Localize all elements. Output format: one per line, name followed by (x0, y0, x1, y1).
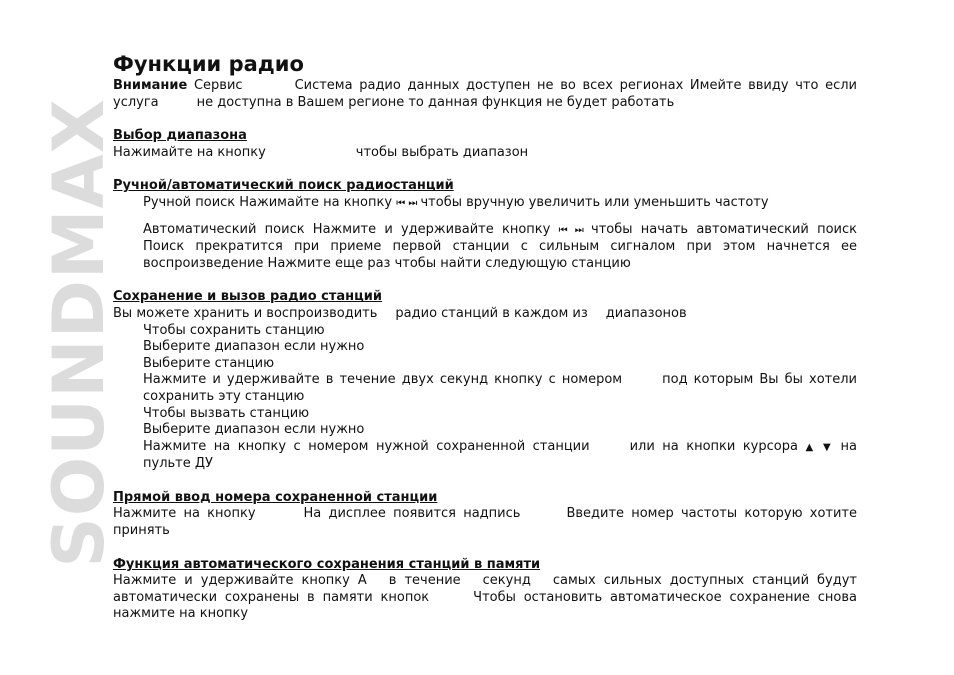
cursor-up-icon: ▲ (805, 441, 816, 453)
intro-text-4: не доступна в Вашем регионе то данная функция не будет работать (196, 94, 675, 110)
manual-search-text-a: Ручной поиск Нажимайте на кнопку (143, 194, 393, 210)
autostore-text-3: секунд (482, 573, 531, 589)
auto-search-text (113, 222, 857, 273)
direct-text-3: Введите номер частоты которую хотите принять (113, 506, 857, 539)
intro-text-2: Система радио данных доступен не во всех регионах Имейте ввиду что (294, 78, 819, 93)
store-step-2: Выберите диапазон если нужно (143, 339, 365, 355)
intro-text-1: Сервис (193, 78, 243, 93)
store-intro-1: Вы можете хранить и воспроизводить (113, 305, 378, 321)
autostore-text-5: Чтобы остановить автоматическое сохранение снова нажмите на кнопку (113, 589, 857, 622)
manual-search-text (113, 195, 857, 213)
prev-track-icon-2: ⏮ (558, 224, 567, 236)
autostore-text-1: Нажмите и удерживайте кнопку А (113, 573, 367, 589)
band-text (113, 145, 857, 162)
auto-search-text-b: чтобы начать автоматический поиск (591, 221, 857, 237)
recall-step-3a: Нажмите на кнопку с номером нужной сохраненной станции (143, 438, 590, 454)
brand-watermark (38, 40, 120, 625)
next-track-icon: ⏭ (408, 197, 417, 209)
next-track-icon-2: ⏭ (574, 224, 583, 236)
prev-track-icon: ⏮ (396, 197, 405, 209)
store-step-4b: под которым Вы бы хотели сохранить эту станцию (143, 372, 857, 404)
auto-search-text-c: Поиск прекратится при приеме первой станции с сильным сигналом при этом начнется ее воспроизведение Нажмите еще раз чтобы найти следующую станцию (143, 239, 857, 271)
store-intro-2: радио станций в каждом из (395, 305, 588, 321)
intro-paragraph (113, 78, 857, 111)
manual-search-text-b: чтобы вручную увеличить или уменьшить частоту (420, 194, 769, 210)
store-step-1: Чтобы сохранить станцию (143, 322, 325, 338)
band-text-1: Нажимайте на кнопку (113, 144, 266, 160)
brand-logo-text: SOUNDMAX (38, 97, 120, 568)
autostore-text-2: в течение (388, 573, 461, 589)
store-intro (113, 306, 857, 323)
auto-search-text-a: Автоматический поиск Нажмите и удерживайте кнопку (143, 221, 551, 237)
store-step-4a: Нажмите и удерживайте в течение двух секунд кнопку с номером (143, 372, 623, 388)
page-title: Функции радио (113, 52, 304, 76)
intro-text-3: если услуга (113, 78, 857, 110)
cursor-down-icon: ▼ (822, 441, 834, 453)
recall-step-2: Выберите диапазон если нужно (143, 422, 365, 438)
recall-step-3b: или на кнопки курсора (629, 438, 798, 454)
page-content (113, 52, 857, 623)
recall-step-3c: на пульте ДУ (143, 438, 857, 472)
direct-heading: Прямой ввод номера сохраненной станции (113, 489, 438, 505)
store-step-3: Выберите станцию (143, 355, 275, 371)
recall-step-3 (113, 439, 857, 473)
store-step-4 (113, 372, 857, 405)
autostore-heading: Функция автоматического сохранения станций в памяти (113, 556, 541, 572)
store-intro-3: диапазонов (605, 305, 687, 321)
band-text-2: чтобы выбрать диапазон (355, 144, 529, 160)
autostore-text (113, 573, 857, 623)
direct-text-2: На дисплее появится надпись (303, 506, 521, 522)
direct-text-1: Нажмите на кнопку (113, 506, 256, 522)
intro-label: Внимание (113, 78, 188, 93)
search-heading: Ручной/автоматический поиск радиостанций (113, 178, 454, 194)
direct-text (113, 506, 857, 539)
autostore-text-4: самых сильных доступных станций будут автоматически сохранены в памяти кнопок (113, 573, 857, 605)
band-heading: Выбор диапазона (113, 128, 247, 144)
store-heading: Сохранение и вызов радио станций (113, 289, 383, 305)
recall-step-1: Чтобы вызвать станцию (143, 405, 310, 421)
